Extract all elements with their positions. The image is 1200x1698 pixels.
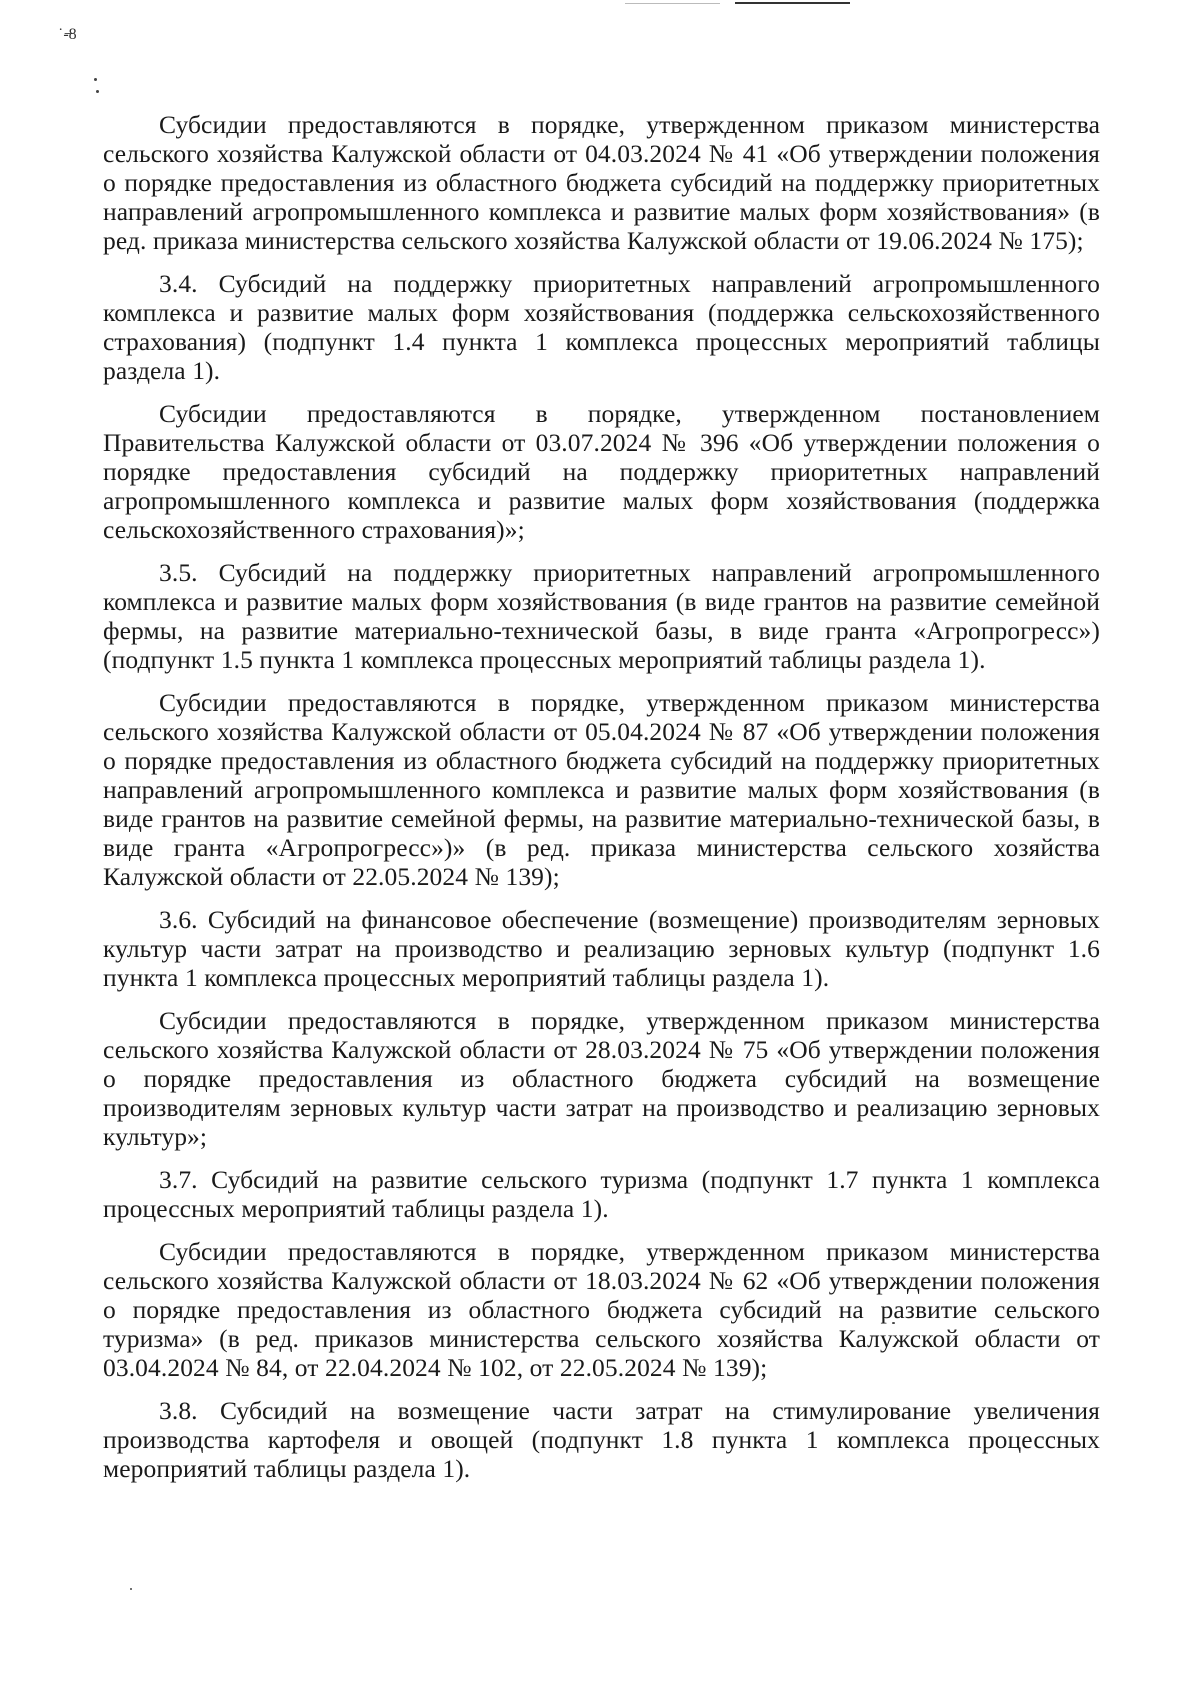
paragraph-item-3-8: 3.8. Субсидий на возмещение части затрат на стимулирование увеличения производства картофеля и овощей (подпункт 1.8 пункта 1 комплекса процессных мероприятий таблицы раздела 1). <box>103 1396 1100 1483</box>
paragraph-item-3-4: 3.4. Субсидий на поддержку приоритетных направлений агропромышленного комплекса и развитие малых форм хозяйствования (поддержка сельскохозяйственного страхования) (подпункт 1.4 пункта 1 комплекса процессных мероприятий таблицы раздела 1). <box>103 269 1100 385</box>
paragraph-subsidy-order-3: Субсидии предоставляются в порядке, утвержденном приказом министерства сельского хозяйства Калужской области от 05.04.2024 № 87 «Об утверждении положения о порядке предоставления из областного бюджета субсидий на поддержку приоритетных направлений агропромышленного комплекса и развитие малых форм хозяйствования (в виде грантов на развитие семейной фермы, на развитие материально-технической базы, в виде гранта «Агропрогресс»)» (в ред. приказа министерства сельского хозяйства Калужской области от 22.05.2024 № 139); <box>103 688 1100 891</box>
paragraph-subsidy-order-2: Субсидии предоставляются в порядке, утвержденном постановлением Правительства Калужской области от 03.07.2024 № 396 «Об утверждении положения о порядке предоставления субсидий на поддержку приоритетных направлений агропромышленного комплекса и развитие малых форм хозяйствования (поддержка сельскохозяйственного страхования)»; <box>103 399 1100 544</box>
paragraph-item-3-7: 3.7. Субсидий на развитие сельского туризма (подпункт 1.7 пункта 1 комплекса процессных мероприятий таблицы раздела 1). <box>103 1165 1100 1223</box>
paragraph-item-3-5: 3.5. Субсидий на поддержку приоритетных направлений агропромышленного комплекса и развитие малых форм хозяйствования (в виде грантов на развитие семейной фермы, на развитие материально-технической базы, в виде гранта «Агропрогресс») (подпункт 1.5 пункта 1 комплекса процессных мероприятий таблицы раздела 1). <box>103 558 1100 674</box>
top-rule <box>735 2 850 4</box>
scan-speck <box>96 90 99 93</box>
paragraph-item-3-6: 3.6. Субсидий на финансовое обеспечение (возмещение) производителям зерновых культур части затрат на производство и реализацию зерновых культур (подпункт 1.6 пункта 1 комплекса процессных мероприятий таблицы раздела 1). <box>103 905 1100 992</box>
paragraph-subsidy-order-1: Субсидии предоставляются в порядке, утвержденном приказом министерства сельского хозяйства Калужской области от 04.03.2024 № 41 «Об утверждении положения о порядке предоставления из областного бюджета субсидий на поддержку приоритетных направлений агропромышленного комплекса и развитие малых форм хозяйствования» (в ред. приказа министерства сельского хозяйства Калужской области от 19.06.2024 № 175); <box>103 110 1100 255</box>
paragraph-subsidy-order-5: Субсидии предоставляются в порядке, утвержденном приказом министерства сельского хозяйства Калужской области от 18.03.2024 № 62 «Об утверждении положения о порядке предоставления из областного бюджета субсидий на развитие сельского туризма» (в ред. приказов министерства сельского хозяйства Калужской области от 03.04.2024 № 84, от 22.04.2024 № 102, от 22.05.2024 № 139); <box>103 1237 1100 1382</box>
corner-mark: ˙-̶8 <box>58 26 77 43</box>
scan-speck <box>94 78 97 81</box>
scan-speck <box>130 1588 132 1590</box>
paragraph-subsidy-order-4: Субсидии предоставляются в порядке, утвержденном приказом министерства сельского хозяйства Калужской области от 28.03.2024 № 75 «Об утверждении положения о порядке предоставления из областного бюджета субсидий на возмещение производителям зерновых культур части затрат на производство и реализацию зерновых культур»; <box>103 1006 1100 1151</box>
top-rule-faint <box>625 3 720 4</box>
document-body <box>103 110 1100 1497</box>
